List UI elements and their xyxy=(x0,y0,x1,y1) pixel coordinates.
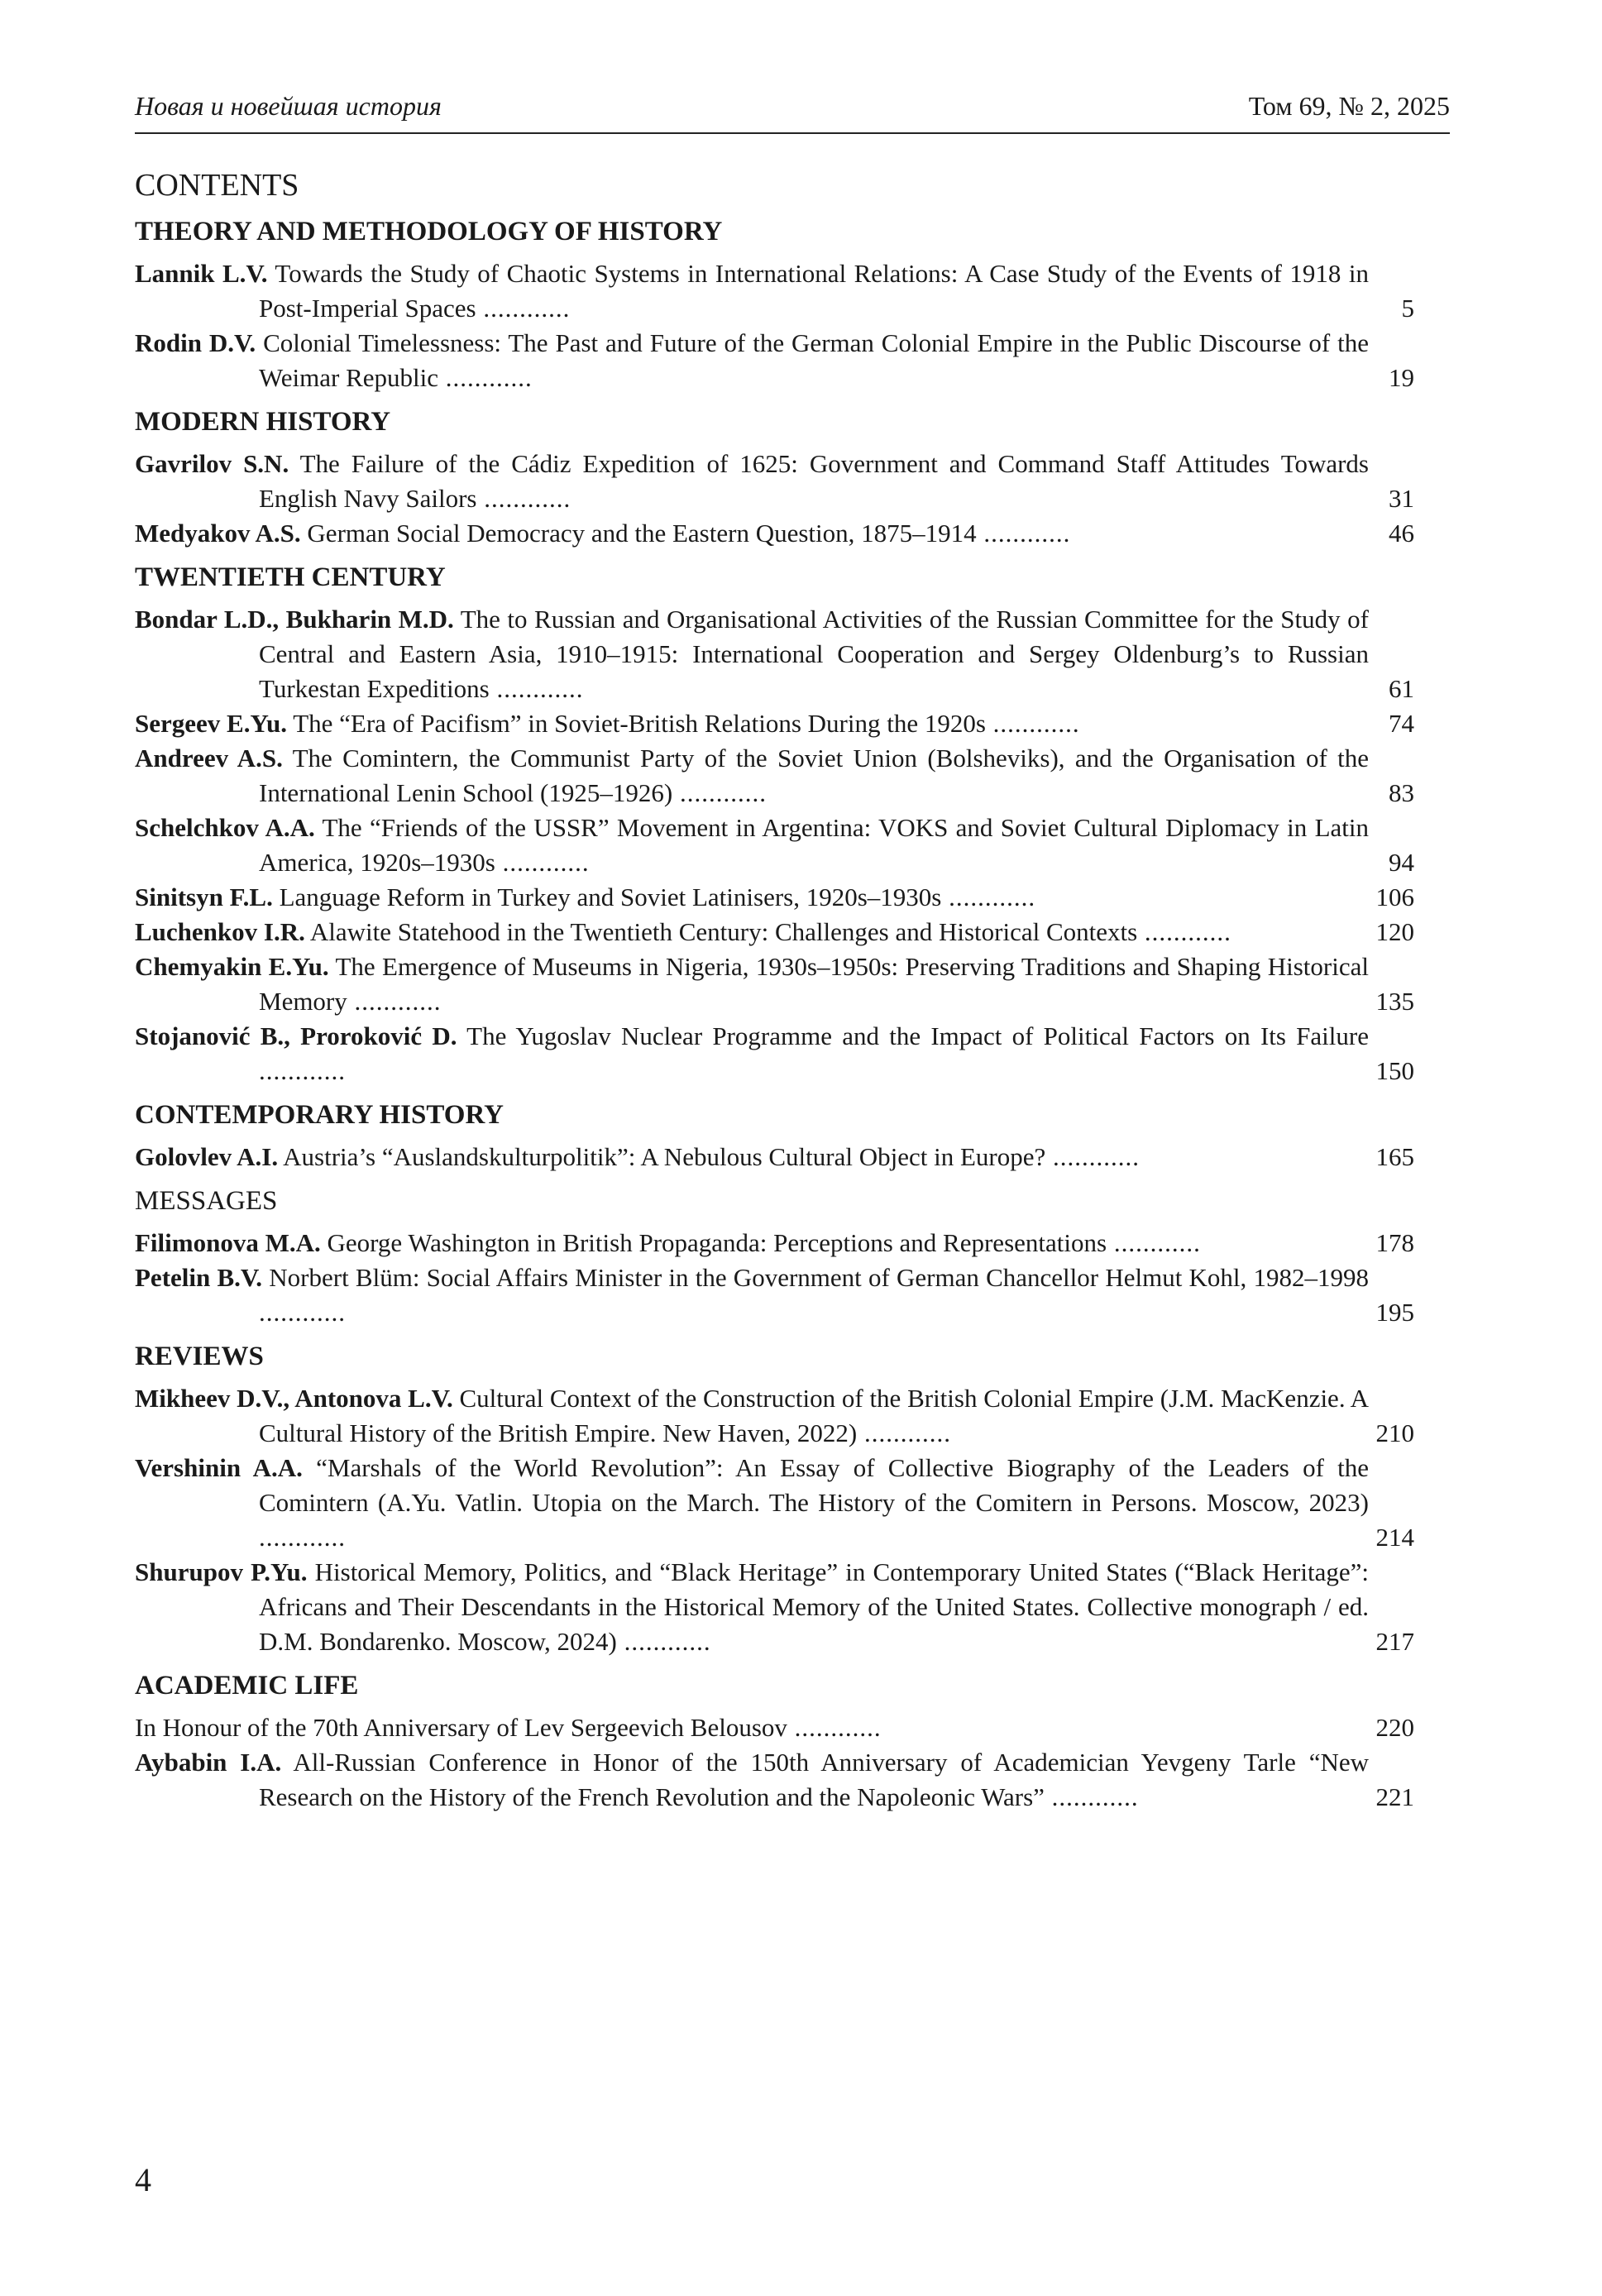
entry-page-number: 150 xyxy=(1375,1056,1414,1085)
leader-dots: ............ xyxy=(1137,917,1231,946)
entry-authors: Andreev A.S. xyxy=(135,744,283,773)
entry-title: The Failure of the Cádiz Expedition of 1625: Government and Command Staff Attitudes Towards English Navy Sailors xyxy=(259,449,1369,513)
toc-entry[interactable] xyxy=(135,326,1414,395)
entry-title: The Yugoslav Nuclear Programme and the Impact of Political Factors on Its Failure xyxy=(466,1021,1369,1050)
entry-page-number: 31 xyxy=(1389,484,1414,513)
entry-authors: Sinitsyn F.L. xyxy=(135,883,273,911)
toc-entry[interactable] xyxy=(135,741,1414,811)
entry-page-number: 165 xyxy=(1375,1142,1414,1171)
toc-entry[interactable] xyxy=(135,447,1414,516)
entry-page-number: 19 xyxy=(1389,363,1414,392)
entry-page-number: 83 xyxy=(1389,778,1414,807)
section-heading: MODERN HISTORY xyxy=(135,407,391,437)
issue-info: Том 69, № 2, 2025 xyxy=(1248,91,1450,121)
leader-dots: ............ xyxy=(1107,1228,1201,1257)
entry-authors: Stojanović B., Proroković D. xyxy=(135,1021,457,1050)
toc-entry[interactable] xyxy=(135,811,1414,880)
entry-page-number: 195 xyxy=(1375,1298,1414,1327)
leader-dots: ............ xyxy=(976,519,1071,548)
entry-authors: Medyakov A.S. xyxy=(135,519,301,548)
toc-entry[interactable] xyxy=(135,1451,1414,1555)
section-heading: CONTEMPORARY HISTORY xyxy=(135,1100,504,1130)
entry-title: The “Friends of the USSR” Movement in Argentina: VOKS and Soviet Cultural Diplomacy in Latin America, 1920s–1930s xyxy=(259,813,1369,877)
leader-dots: ............ xyxy=(347,987,442,1016)
leader-dots: ............ xyxy=(495,848,590,877)
entry-authors: Luchenkov I.R. xyxy=(135,917,305,946)
leader-dots: ............ xyxy=(489,674,584,703)
entry-page-number: 120 xyxy=(1375,917,1414,946)
entry-authors: Chemyakin E.Yu. xyxy=(135,952,329,981)
contents-title: CONTENTS xyxy=(135,168,299,203)
entry-authors: Petelin B.V. xyxy=(135,1263,263,1292)
entry-page-number: 217 xyxy=(1375,1627,1414,1656)
entry-page-number: 178 xyxy=(1375,1228,1414,1257)
entry-page-number: 46 xyxy=(1389,519,1414,548)
entry-authors: Shurupov P.Yu. xyxy=(135,1557,308,1586)
toc-entry[interactable] xyxy=(135,1381,1414,1451)
entry-page-number: 106 xyxy=(1375,883,1414,911)
leader-dots: ............ xyxy=(259,1523,346,1552)
entry-title: The “Era of Pacifism” in Soviet-British Relations During the 1920s xyxy=(293,709,986,738)
entry-authors: Vershinin A.A. xyxy=(135,1453,303,1482)
leader-dots: ............ xyxy=(985,709,1080,738)
section-heading: MESSAGES xyxy=(135,1186,278,1216)
leader-dots: ............ xyxy=(259,1056,346,1085)
entry-authors: Golovlev A.I. xyxy=(135,1142,279,1171)
entry-title: George Washington in British Propaganda: Perceptions and Representations xyxy=(327,1228,1107,1257)
entry-title: The Comintern, the Communist Party of the Soviet Union (Bolsheviks), and the Organisation of the International Lenin School (1925–1926) xyxy=(259,744,1369,807)
entry-authors: Sergeev E.Yu. xyxy=(135,709,287,738)
leader-dots: ............ xyxy=(616,1627,711,1656)
entry-title: “Marshals of the World Revolution”: An Essay of Collective Biography of the Leaders of the Comintern (A.Yu. Vatlin. Utopia on the March. The History of the Comitern in Persons. Moscow, 2023) xyxy=(259,1453,1370,1517)
entry-page-number: 214 xyxy=(1375,1523,1414,1552)
journal-name: Новая и новейшая история xyxy=(135,91,442,121)
toc-entry[interactable] xyxy=(135,1555,1414,1659)
entry-page-number: 74 xyxy=(1389,709,1414,738)
entry-title: Colonial Timelessness: The Past and Future of the German Colonial Empire in the Public Discourse of the Weimar Republic xyxy=(259,328,1370,392)
entry-authors: Lannik L.V. xyxy=(135,259,268,288)
section-heading: TWENTIETH CENTURY xyxy=(135,562,446,592)
entry-title: Historical Memory, Politics, and “Black Heritage” in Contemporary United States (“Black Heritage”: Africans and Their Descendants in the Historical Memory of the United States. Collective monograph / ed. D.M. Bondarenko. Moscow, 2024) xyxy=(259,1557,1370,1656)
entry-page-number: 61 xyxy=(1389,674,1414,703)
toc-entry[interactable] xyxy=(135,1019,1414,1088)
entry-page-number: 220 xyxy=(1375,1713,1414,1742)
toc-entry[interactable] xyxy=(135,1140,1414,1174)
entry-page-number: 210 xyxy=(1375,1418,1414,1447)
table-of-contents xyxy=(135,165,1414,1815)
page-number: 4 xyxy=(135,2161,151,2198)
toc-entry[interactable] xyxy=(135,949,1414,1019)
leader-dots: ............ xyxy=(1045,1142,1141,1171)
entry-title: Language Reform in Turkey and Soviet Latinisers, 1920s–1930s xyxy=(279,883,942,911)
running-header xyxy=(135,89,1450,134)
entry-authors: Aybabin I.A. xyxy=(135,1748,282,1777)
toc-entry[interactable] xyxy=(135,880,1414,915)
entry-title: Austria’s “Auslandskulturpolitik”: A Nebulous Cultural Object in Europe? xyxy=(283,1142,1046,1171)
toc-entry[interactable] xyxy=(135,1226,1414,1260)
entry-page-number: 5 xyxy=(1401,294,1414,323)
entry-title: Towards the Study of Chaotic Systems in International Relations: A Case Study of the Events of 1918 in Post-Imperial Spaces xyxy=(259,259,1369,323)
toc-entry[interactable] xyxy=(135,915,1414,949)
entry-title: The to Russian and Organisational Activities of the Russian Committee for the Study of Central and Eastern Asia, 1910–1915: International Cooperation and Sergey Oldenburg’s to Russian Turkestan Expeditions xyxy=(259,605,1369,703)
entry-title: Cultural Context of the Construction of the British Colonial Empire (J.M. MacKenzie. A Cultural History of the British Empire. New Haven, 2022) xyxy=(259,1384,1370,1447)
toc-entry[interactable] xyxy=(135,706,1414,741)
toc-entry[interactable] xyxy=(135,1710,1414,1745)
leader-dots: ............ xyxy=(476,484,571,513)
entry-title: German Social Democracy and the Eastern Question, 1875–1914 xyxy=(307,519,977,548)
sections-container xyxy=(135,215,1414,1815)
toc-entry[interactable] xyxy=(135,256,1414,326)
entry-title: The Emergence of Museums in Nigeria, 1930s–1950s: Preserving Traditions and Shaping Historical Memory xyxy=(259,952,1369,1016)
entry-page-number: 221 xyxy=(1375,1782,1414,1811)
leader-dots: ............ xyxy=(259,1298,346,1327)
entry-authors: Bondar L.D., Bukharin M.D. xyxy=(135,605,454,634)
leader-dots: ............ xyxy=(941,883,1036,911)
leader-dots: ............ xyxy=(672,778,767,807)
entry-authors: Filimonova M.A. xyxy=(135,1228,321,1257)
entry-page-number: 94 xyxy=(1389,848,1414,877)
section-heading: REVIEWS xyxy=(135,1342,264,1371)
entry-title: In Honour of the 70th Anniversary of Lev Sergeevich Belousov xyxy=(135,1713,787,1742)
toc-entry[interactable] xyxy=(135,516,1414,551)
toc-entry[interactable] xyxy=(135,1745,1414,1815)
section-heading: ACADEMIC LIFE xyxy=(135,1671,359,1700)
entry-authors: Rodin D.V. xyxy=(135,328,256,357)
leader-dots: ............ xyxy=(787,1713,882,1742)
entry-authors: Gavrilov S.N. xyxy=(135,449,289,478)
leader-dots: ............ xyxy=(857,1418,951,1447)
toc-entry[interactable] xyxy=(135,602,1414,706)
entry-authors: Schelchkov A.A. xyxy=(135,813,315,842)
entry-title: Alawite Statehood in the Twentieth Century: Challenges and Historical Contexts xyxy=(309,917,1138,946)
toc-entry[interactable] xyxy=(135,1260,1414,1330)
entry-authors: Mikheev D.V., Antonova L.V. xyxy=(135,1384,453,1413)
entry-page-number: 135 xyxy=(1375,987,1414,1016)
leader-dots: ............ xyxy=(438,363,533,392)
section-heading: THEORY AND METHODOLOGY OF HISTORY xyxy=(135,217,723,246)
entry-title: Norbert Blüm: Social Affairs Minister in the Government of German Chancellor Helmut Kohl, 1982–1998 xyxy=(269,1263,1370,1292)
leader-dots: ............ xyxy=(476,294,571,323)
entry-title: All-Russian Conference in Honor of the 150th Anniversary of Academician Yevgeny Tarle “New Research on the History of the French Revolution and the Napoleonic Wars” xyxy=(259,1748,1370,1811)
leader-dots: ............ xyxy=(1044,1782,1139,1811)
